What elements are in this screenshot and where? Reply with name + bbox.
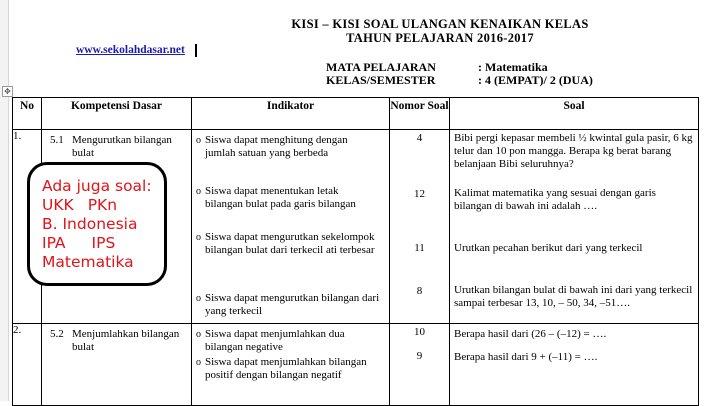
nomor-soal-cell (390, 130, 450, 324)
callout-line: IPA IPS (42, 234, 116, 252)
callout-line: UKK PKn (42, 196, 118, 214)
header-indikator: Indikator (192, 98, 390, 130)
soal-text: Urutkan pecahan berikut dari yang terkecil (454, 242, 643, 254)
soal-cell (450, 324, 699, 406)
nomor-soal: 9 (416, 350, 423, 362)
header-soal: Soal (450, 98, 699, 130)
indikator-item: o Siswa dapat mengurutkan sekelompok bilangan bulat dari terkecil ati terbesar (196, 231, 375, 256)
website-link[interactable]: www.sekolahdasar.net (76, 44, 185, 56)
kd-text: Menjumlahkan bilangan bulat (72, 328, 180, 353)
indikator-item: o Siswa dapat mengurutkan bilangan dari yang terkecil (196, 292, 380, 317)
row-number: 2. (13, 324, 42, 406)
nomor-soal: 10 (414, 326, 425, 338)
subject-value: : Matematika (478, 60, 548, 74)
document-subtitle: TAHUN PELAJARAN 2016-2017 (346, 31, 534, 45)
callout-line: Matematika (42, 253, 134, 271)
soal-text: Bibi pergi kepasar membeli ½ kwintal gula pasir, 6 kg telur dan 10 pon mangga. Berapa kg berat barang belanjaan Bibi seluruhnya? (454, 132, 693, 170)
table-header-row (13, 98, 699, 130)
document-title: KISI – KISI SOAL ULANGAN KENAIKAN KELAS (291, 17, 589, 31)
bullet-icon: o (196, 357, 201, 368)
nomor-soal-cell (390, 324, 450, 406)
indikator-item: o Siswa dapat menjumlahkan bilangan positif dengan bilangan negatif (196, 356, 367, 381)
callout-bubble (27, 162, 167, 286)
subject-label: MATA PELAJARAN (326, 60, 436, 74)
soal-cell (450, 130, 699, 324)
callout-line: B. Indonesia (42, 215, 138, 233)
indikator-cell (192, 130, 390, 324)
kd-number: 5.2 (50, 328, 64, 340)
kd-text: Mengurutkan bilangan bulat (72, 134, 172, 159)
table-row (13, 324, 699, 406)
text-cursor (195, 44, 197, 57)
header-no: No (13, 98, 42, 130)
indikator-item: o Siswa dapat menghitung dengan jumlah satuan yang berbeda (196, 134, 348, 159)
bullet-icon: o (196, 329, 201, 340)
soal-text: Berapa hasil dari (26 – (–12) = …. (454, 328, 607, 340)
kompetensi-dasar-cell (42, 324, 192, 406)
nomor-soal: 4 (416, 132, 423, 144)
nomor-soal: 12 (414, 188, 425, 200)
kd-number: 5.1 (50, 134, 64, 146)
bullet-icon: o (196, 232, 201, 243)
indikator-item: o Siswa dapat menentukan letak bilangan bulat pada garis bilangan (196, 185, 356, 210)
bullet-icon: o (196, 186, 201, 197)
move-handle-icon[interactable]: ✥ (2, 86, 13, 97)
soal-text: Kalimat matematika yang sesuai dengan garis bilangan di bawah ini adalah …. (454, 187, 656, 212)
page-left-margin (0, 0, 9, 401)
indikator-cell (192, 324, 390, 406)
header-kompetensi-dasar: Kompetensi Dasar (42, 98, 192, 130)
class-label: KELAS/SEMESTER (326, 73, 436, 87)
bullet-icon: o (196, 135, 201, 146)
nomor-soal: 11 (414, 242, 425, 254)
indikator-item: o Siswa dapat menjumlahkan dua bilangan negative (196, 328, 345, 353)
bullet-icon: o (196, 293, 201, 304)
nomor-soal: 8 (416, 285, 423, 297)
class-value: : 4 (EMPAT)/ 2 (DUA) (478, 73, 593, 87)
header-nomor-soal: Nomor Soal (390, 98, 450, 130)
callout-line: Ada juga soal: (42, 177, 152, 195)
soal-text: Berapa hasil dari 9 + (–11) = …. (454, 351, 598, 363)
soal-text: Urutkan bilangan bulat di bawah ini dari yang terkecil sampai terbesar 13, 10, – 50, 34, –51…. (454, 284, 693, 309)
row-number: 1. (13, 130, 42, 324)
